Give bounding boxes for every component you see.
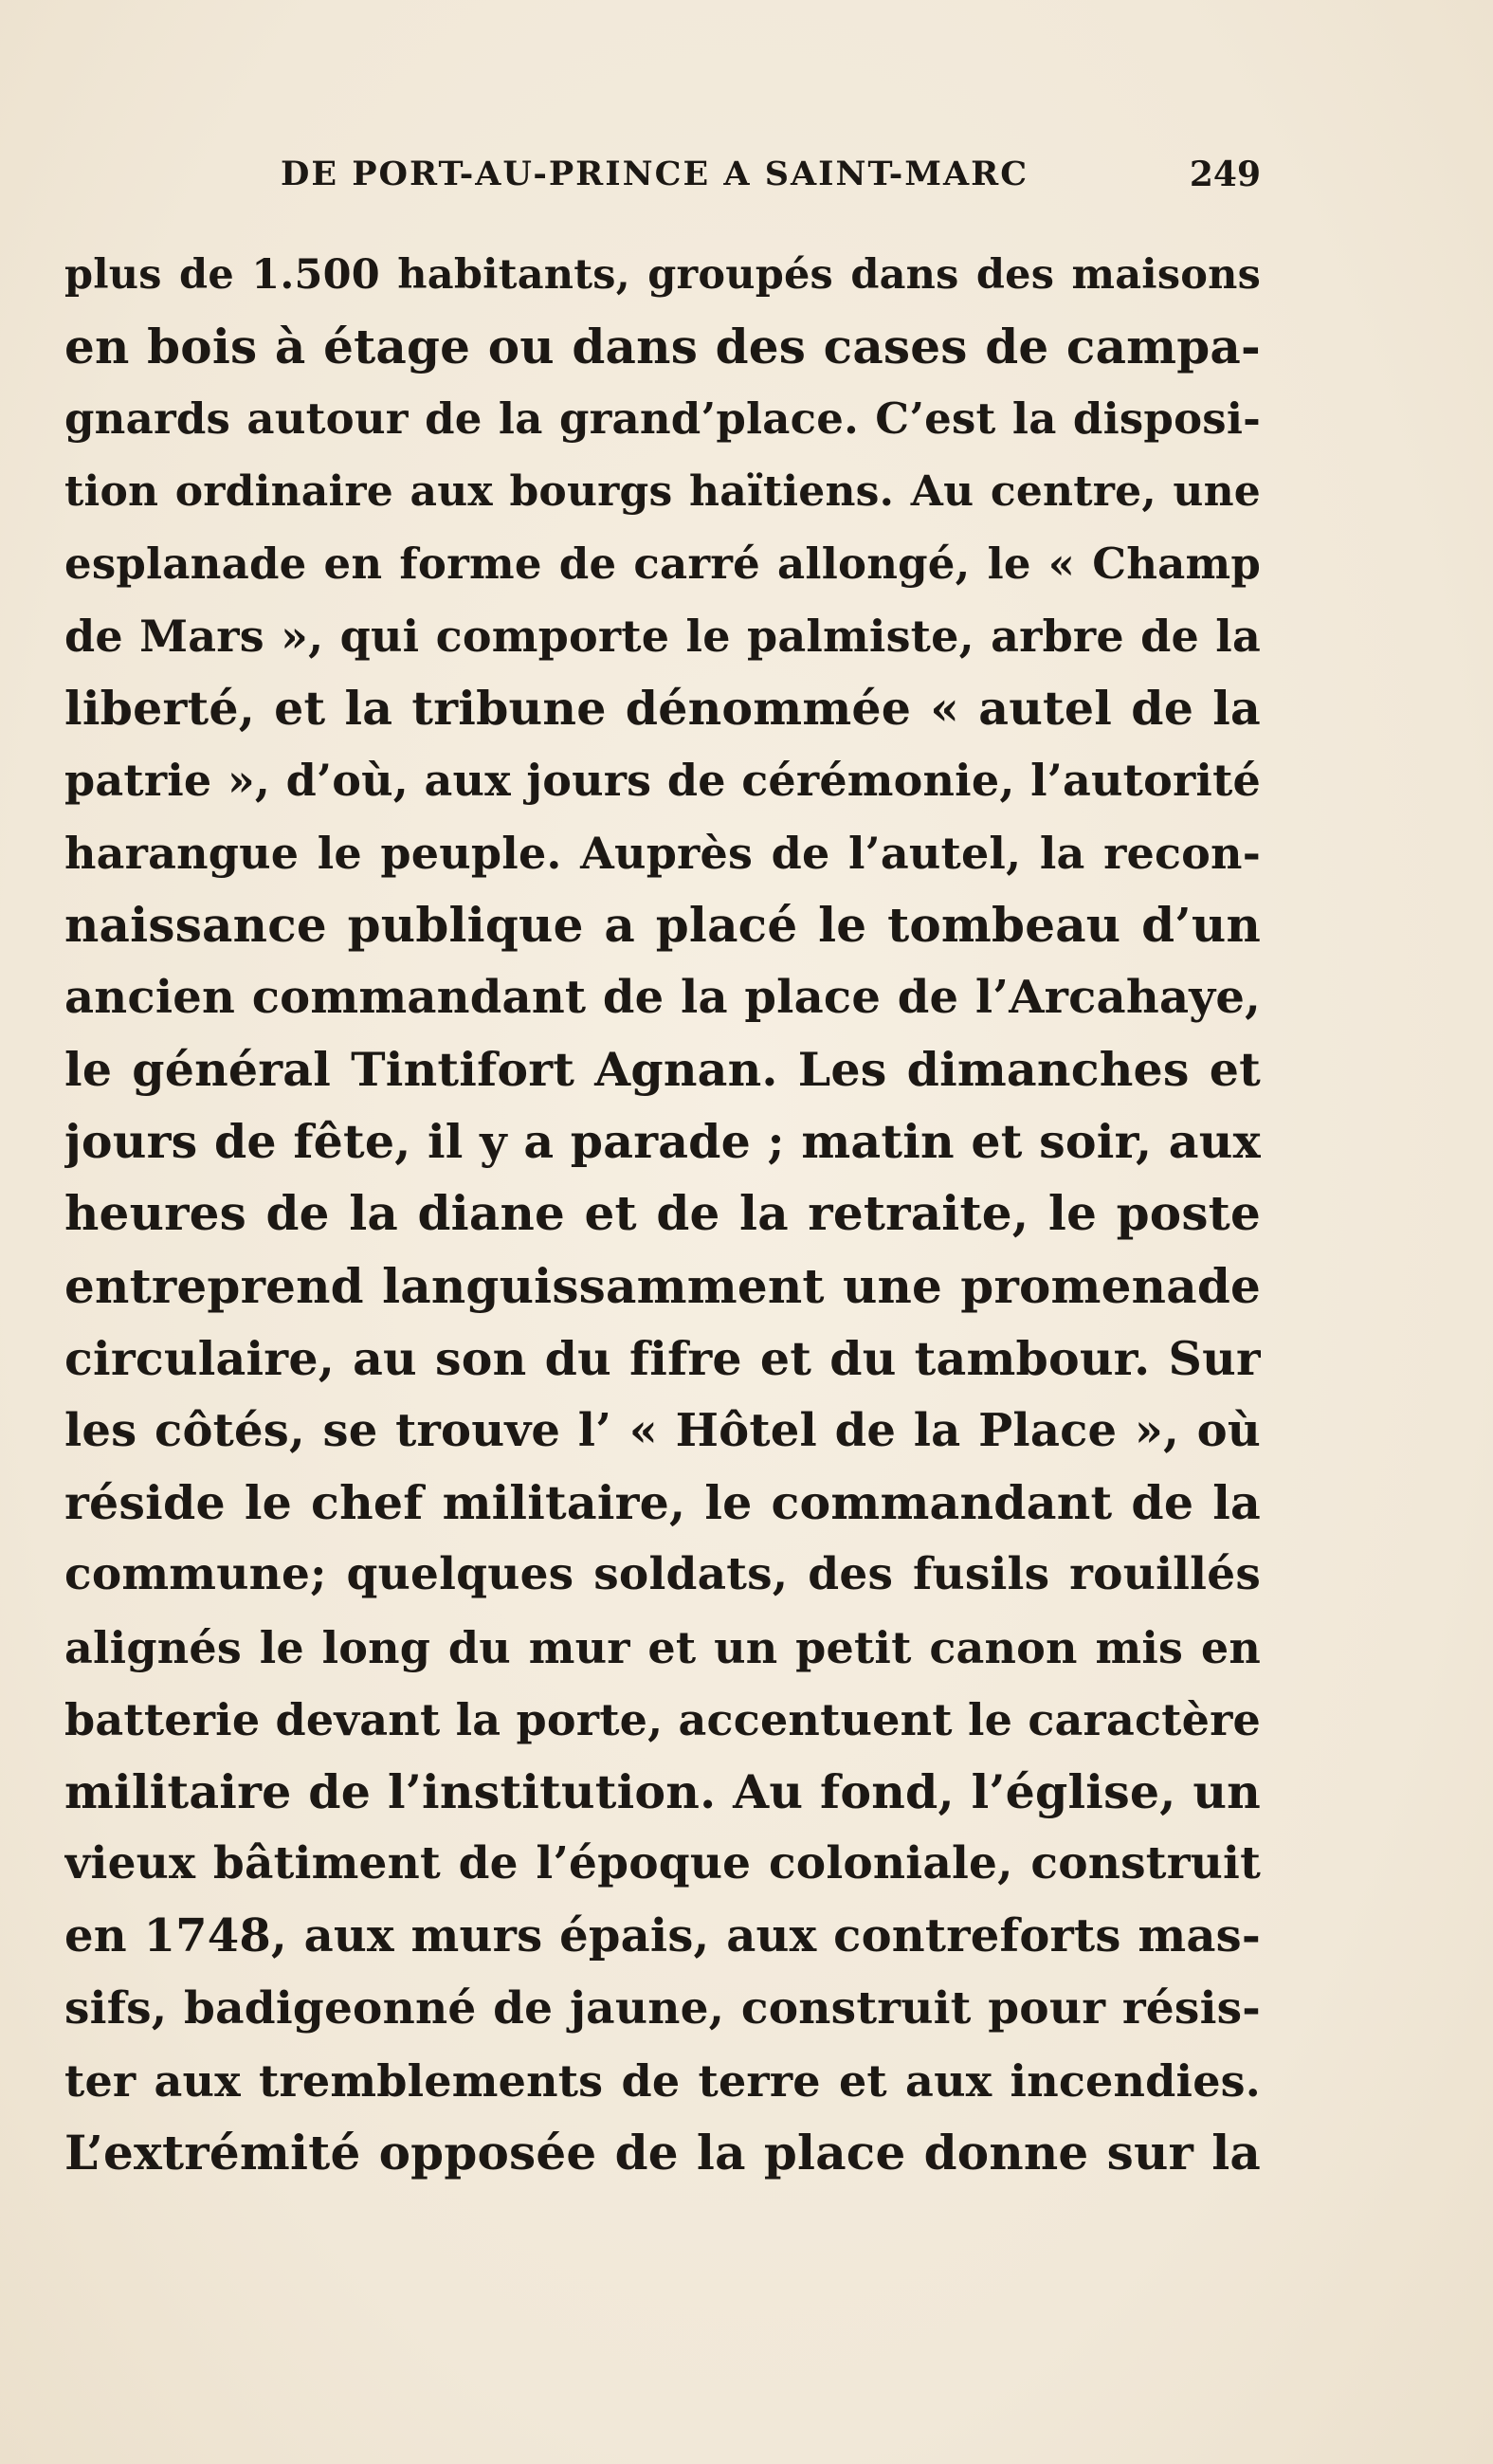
text-line: ancien commandant de la place de l’Arcahaye, xyxy=(64,970,1261,1024)
text-line: esplanade en forme de carré allongé, le « Champ xyxy=(64,538,1261,589)
text-line: patrie », d’où, aux jours de cérémonie, l’autorité xyxy=(64,755,1261,807)
body-text xyxy=(64,239,1261,2189)
text-line: harangue le peuple. Auprès de l’autel, la recon- xyxy=(64,827,1261,879)
text-line: naissance publique a placé le tombeau d’un xyxy=(64,896,1261,953)
text-line: liberté, et la tribune dénommée « autel de la xyxy=(64,681,1261,737)
text-line: en 1748, aux murs épais, aux contreforts mas- xyxy=(64,1909,1261,1963)
text-line: heures de la diane et de la retraite, le poste xyxy=(64,1185,1261,1242)
text-line: batterie devant la porte, accentuent le caractère xyxy=(64,1693,1261,1745)
text-line: de Mars », qui comporte le palmiste, arbre de la xyxy=(64,610,1261,662)
text-line: le général Tintifort Agnan. Les dimanches et xyxy=(64,1042,1261,1098)
page-header xyxy=(64,150,1261,199)
text-line: sifs, badigeonné de jaune, construit pour résis- xyxy=(64,1981,1261,2035)
text-line: commune; quelques soldats, des fusils rouillés xyxy=(64,1548,1261,1601)
text-line: circulaire, au son du fifre et du tambour. Sur xyxy=(64,1330,1261,1386)
text-line: les côtés, se trouve l’ « Hôtel de la Place », où xyxy=(64,1404,1261,1457)
text-line: L’extrémité opposée de la place donne sur la xyxy=(64,2124,1261,2181)
text-line: gnards autour de la grand’place. C’est la disposi- xyxy=(64,393,1261,445)
text-line: tion ordinaire aux bourgs haïtiens. Au centre, une xyxy=(64,466,1261,516)
text-line: ter aux tremblements de terre et aux incendies. xyxy=(64,2054,1261,2107)
text-line: réside le chef militaire, le commandant de la xyxy=(64,1475,1261,1531)
text-line: plus de 1.500 habitants, groupés dans des maisons xyxy=(64,251,1261,299)
text-line: vieux bâtiment de l’époque coloniale, construit xyxy=(64,1837,1261,1890)
text-line: jours de fête, il y a parade ; matin et soir, aux xyxy=(64,1114,1261,1170)
running-title: DE PORT-AU-PRINCE A SAINT-MARC xyxy=(281,155,1029,193)
page-number: 249 xyxy=(1189,155,1261,194)
text-line: entreprend languissamment une promenade xyxy=(64,1257,1261,1314)
text-line: alignés le long du mur et un petit canon mis en xyxy=(64,1621,1261,1673)
text-line: en bois à étage ou dans des cases de campa- xyxy=(64,319,1261,375)
text-line: militaire de l’institution. Au fond, l’église, un xyxy=(64,1763,1261,1819)
